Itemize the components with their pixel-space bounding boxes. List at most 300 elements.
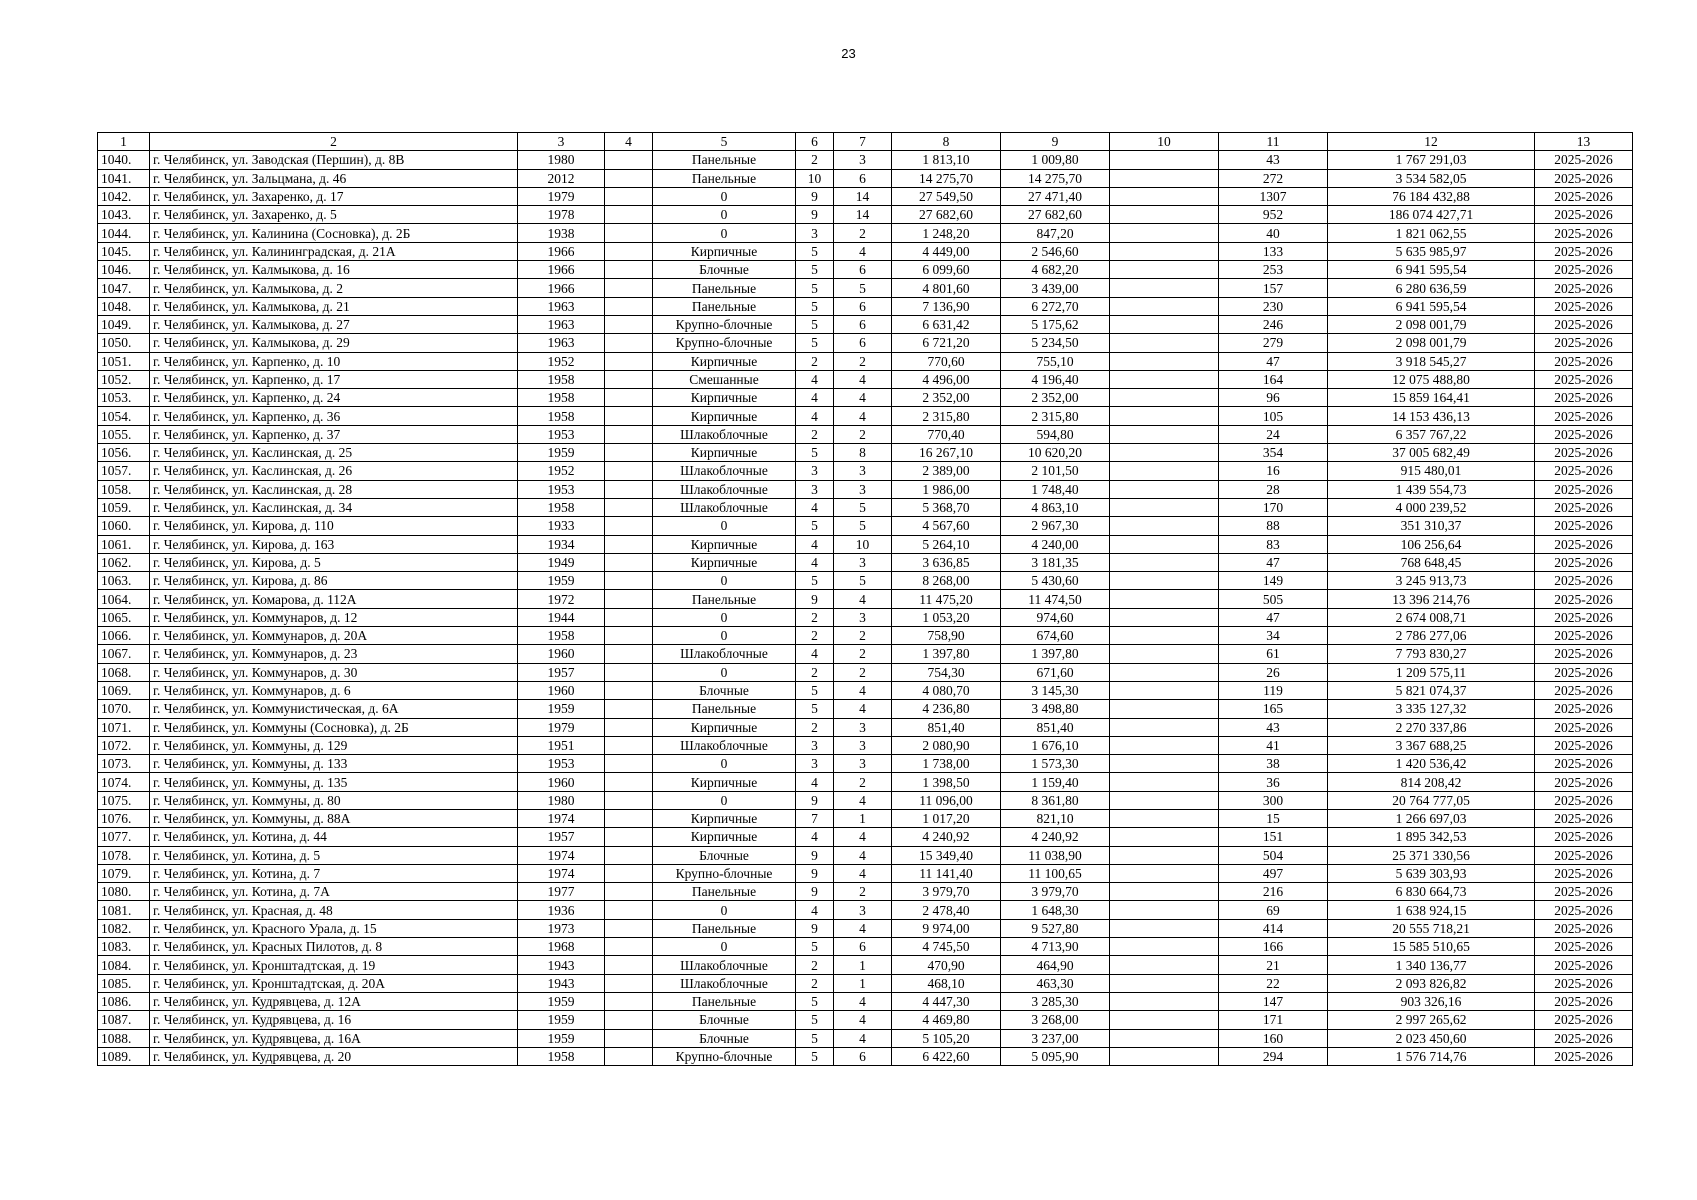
year-built-cell: 1972	[518, 590, 605, 608]
entrances-cell: 1	[834, 809, 892, 827]
residents-cell: 1307	[1219, 187, 1328, 205]
address-cell: г. Челябинск, ул. Каслинская, д. 34	[150, 498, 518, 516]
year-built-cell: 1933	[518, 517, 605, 535]
table-row	[98, 992, 1633, 1010]
floors-cell: 9	[796, 791, 834, 809]
residents-cell: 43	[1219, 718, 1328, 736]
cost-cell: 768 648,45	[1328, 553, 1535, 571]
address-cell: г. Челябинск, ул. Калмыкова, д. 21	[150, 297, 518, 315]
residents-cell: 16	[1219, 462, 1328, 480]
residents-cell: 505	[1219, 590, 1328, 608]
wall-material-cell: Панельные	[653, 919, 796, 937]
address-cell: г. Челябинск, ул. Коммуны, д. 80	[150, 791, 518, 809]
wall-material-cell: Шлакоблочные	[653, 736, 796, 754]
year-built-cell: 1953	[518, 755, 605, 773]
residential-area-cell: 851,40	[1001, 718, 1110, 736]
wall-material-cell: Шлакоблочные	[653, 645, 796, 663]
col-4-cell	[605, 919, 653, 937]
residents-cell: 69	[1219, 901, 1328, 919]
wall-material-cell: Панельные	[653, 700, 796, 718]
row-number-cell: 1077.	[98, 828, 150, 846]
year-built-cell: 1960	[518, 681, 605, 699]
total-area-cell: 5 105,20	[892, 1029, 1001, 1047]
total-area-cell: 754,30	[892, 663, 1001, 681]
col-10-cell	[1110, 700, 1219, 718]
residential-area-cell: 464,90	[1001, 956, 1110, 974]
residents-cell: 253	[1219, 261, 1328, 279]
cost-cell: 25 371 330,56	[1328, 846, 1535, 864]
year-built-cell: 1934	[518, 535, 605, 553]
col-4-cell	[605, 992, 653, 1010]
period-cell: 2025-2026	[1535, 169, 1633, 187]
residential-area-cell: 4 682,20	[1001, 261, 1110, 279]
year-built-cell: 1959	[518, 1029, 605, 1047]
period-cell: 2025-2026	[1535, 187, 1633, 205]
address-cell: г. Челябинск, ул. Карпенко, д. 36	[150, 407, 518, 425]
entrances-cell: 5	[834, 572, 892, 590]
entrances-cell: 3	[834, 151, 892, 169]
wall-material-cell: Шлакоблочные	[653, 462, 796, 480]
col-4-cell	[605, 334, 653, 352]
period-cell: 2025-2026	[1535, 883, 1633, 901]
col-10-cell	[1110, 498, 1219, 516]
residents-cell: 28	[1219, 480, 1328, 498]
cost-cell: 2 786 277,06	[1328, 627, 1535, 645]
row-number-cell: 1053.	[98, 389, 150, 407]
address-cell: г. Челябинск, ул. Кудрявцева, д. 16А	[150, 1029, 518, 1047]
col-10-cell	[1110, 974, 1219, 992]
table-row	[98, 828, 1633, 846]
col-4-cell	[605, 572, 653, 590]
period-cell: 2025-2026	[1535, 718, 1633, 736]
residents-cell: 133	[1219, 242, 1328, 260]
table-row	[98, 663, 1633, 681]
total-area-cell: 770,60	[892, 352, 1001, 370]
floors-cell: 2	[796, 608, 834, 626]
residential-area-cell: 4 196,40	[1001, 370, 1110, 388]
residents-cell: 279	[1219, 334, 1328, 352]
year-built-cell: 1966	[518, 279, 605, 297]
year-built-cell: 1959	[518, 444, 605, 462]
year-built-cell: 1963	[518, 297, 605, 315]
table-row	[98, 553, 1633, 571]
total-area-cell: 5 368,70	[892, 498, 1001, 516]
table-row	[98, 956, 1633, 974]
table-row	[98, 151, 1633, 169]
row-number-cell: 1057.	[98, 462, 150, 480]
address-cell: г. Челябинск, ул. Котина, д. 44	[150, 828, 518, 846]
residential-area-cell: 3 439,00	[1001, 279, 1110, 297]
col-4-cell	[605, 663, 653, 681]
address-cell: г. Челябинск, ул. Калмыкова, д. 16	[150, 261, 518, 279]
table-row	[98, 590, 1633, 608]
row-number-cell: 1055.	[98, 425, 150, 443]
floors-cell: 5	[796, 1011, 834, 1029]
floors-cell: 9	[796, 590, 834, 608]
col-4-cell	[605, 846, 653, 864]
address-cell: г. Челябинск, ул. Карпенко, д. 17	[150, 370, 518, 388]
period-cell: 2025-2026	[1535, 919, 1633, 937]
row-number-cell: 1051.	[98, 352, 150, 370]
floors-cell: 5	[796, 334, 834, 352]
col-4-cell	[605, 700, 653, 718]
col-10-cell	[1110, 1029, 1219, 1047]
column-header: 4	[605, 133, 653, 151]
col-4-cell	[605, 498, 653, 516]
wall-material-cell: Крупно-блочные	[653, 1047, 796, 1065]
year-built-cell: 1953	[518, 480, 605, 498]
total-area-cell: 27 682,60	[892, 206, 1001, 224]
period-cell: 2025-2026	[1535, 206, 1633, 224]
residential-area-cell: 3 498,80	[1001, 700, 1110, 718]
column-header: 6	[796, 133, 834, 151]
year-built-cell: 1944	[518, 608, 605, 626]
total-area-cell: 1 813,10	[892, 151, 1001, 169]
cost-cell: 2 674 008,71	[1328, 608, 1535, 626]
table-row	[98, 974, 1633, 992]
total-area-cell: 2 080,90	[892, 736, 1001, 754]
floors-cell: 4	[796, 828, 834, 846]
floors-cell: 9	[796, 864, 834, 882]
entrances-cell: 4	[834, 389, 892, 407]
address-cell: г. Челябинск, ул. Кирова, д. 110	[150, 517, 518, 535]
wall-material-cell: Кирпичные	[653, 352, 796, 370]
table-row	[98, 169, 1633, 187]
residential-area-cell: 3 181,35	[1001, 553, 1110, 571]
row-number-cell: 1084.	[98, 956, 150, 974]
wall-material-cell: Кирпичные	[653, 242, 796, 260]
residents-cell: 41	[1219, 736, 1328, 754]
col-10-cell	[1110, 718, 1219, 736]
row-number-cell: 1069.	[98, 681, 150, 699]
residential-area-cell: 3 237,00	[1001, 1029, 1110, 1047]
residential-area-cell: 1 159,40	[1001, 773, 1110, 791]
entrances-cell: 1	[834, 956, 892, 974]
cost-cell: 1 767 291,03	[1328, 151, 1535, 169]
row-number-cell: 1042.	[98, 187, 150, 205]
total-area-cell: 6 099,60	[892, 261, 1001, 279]
col-10-cell	[1110, 608, 1219, 626]
total-area-cell: 4 449,00	[892, 242, 1001, 260]
cost-cell: 6 830 664,73	[1328, 883, 1535, 901]
floors-cell: 4	[796, 370, 834, 388]
wall-material-cell: Кирпичные	[653, 773, 796, 791]
cost-cell: 3 534 582,05	[1328, 169, 1535, 187]
address-cell: г. Челябинск, ул. Котина, д. 5	[150, 846, 518, 864]
entrances-cell: 2	[834, 645, 892, 663]
col-10-cell	[1110, 334, 1219, 352]
residents-cell: 157	[1219, 279, 1328, 297]
address-cell: г. Челябинск, ул. Кудрявцева, д. 16	[150, 1011, 518, 1029]
year-built-cell: 1980	[518, 151, 605, 169]
total-area-cell: 14 275,70	[892, 169, 1001, 187]
floors-cell: 4	[796, 645, 834, 663]
entrances-cell: 4	[834, 407, 892, 425]
period-cell: 2025-2026	[1535, 681, 1633, 699]
cost-cell: 3 245 913,73	[1328, 572, 1535, 590]
entrances-cell: 5	[834, 498, 892, 516]
cost-cell: 4 000 239,52	[1328, 498, 1535, 516]
row-number-cell: 1045.	[98, 242, 150, 260]
column-number-row	[98, 133, 1633, 151]
cost-cell: 1 638 924,15	[1328, 901, 1535, 919]
col-4-cell	[605, 370, 653, 388]
year-built-cell: 1979	[518, 187, 605, 205]
row-number-cell: 1049.	[98, 315, 150, 333]
col-4-cell	[605, 1011, 653, 1029]
total-area-cell: 9 974,00	[892, 919, 1001, 937]
total-area-cell: 2 389,00	[892, 462, 1001, 480]
col-4-cell	[605, 444, 653, 462]
floors-cell: 5	[796, 444, 834, 462]
table-row	[98, 864, 1633, 882]
total-area-cell: 2 352,00	[892, 389, 1001, 407]
col-10-cell	[1110, 846, 1219, 864]
wall-material-cell: Кирпичные	[653, 718, 796, 736]
wall-material-cell: Шлакоблочные	[653, 425, 796, 443]
floors-cell: 5	[796, 279, 834, 297]
row-number-cell: 1043.	[98, 206, 150, 224]
col-4-cell	[605, 681, 653, 699]
row-number-cell: 1044.	[98, 224, 150, 242]
residents-cell: 83	[1219, 535, 1328, 553]
year-built-cell: 1958	[518, 627, 605, 645]
wall-material-cell: 0	[653, 572, 796, 590]
row-number-cell: 1058.	[98, 480, 150, 498]
wall-material-cell: 0	[653, 608, 796, 626]
entrances-cell: 6	[834, 938, 892, 956]
col-10-cell	[1110, 151, 1219, 169]
year-built-cell: 1974	[518, 864, 605, 882]
wall-material-cell: Крупно-блочные	[653, 334, 796, 352]
col-4-cell	[605, 773, 653, 791]
total-area-cell: 4 080,70	[892, 681, 1001, 699]
col-10-cell	[1110, 663, 1219, 681]
residential-area-cell: 463,30	[1001, 974, 1110, 992]
residential-area-cell: 27 682,60	[1001, 206, 1110, 224]
residential-area-cell: 4 240,92	[1001, 828, 1110, 846]
period-cell: 2025-2026	[1535, 846, 1633, 864]
address-cell: г. Челябинск, ул. Красных Пилотов, д. 8	[150, 938, 518, 956]
residents-cell: 26	[1219, 663, 1328, 681]
col-10-cell	[1110, 736, 1219, 754]
table-row	[98, 242, 1633, 260]
table-row	[98, 700, 1633, 718]
entrances-cell: 2	[834, 773, 892, 791]
table-row	[98, 627, 1633, 645]
wall-material-cell: Блочные	[653, 1029, 796, 1047]
residents-cell: 952	[1219, 206, 1328, 224]
entrances-cell: 2	[834, 627, 892, 645]
residents-cell: 160	[1219, 1029, 1328, 1047]
residential-area-cell: 2 315,80	[1001, 407, 1110, 425]
col-10-cell	[1110, 1011, 1219, 1029]
residents-cell: 414	[1219, 919, 1328, 937]
entrances-cell: 14	[834, 206, 892, 224]
cost-cell: 2 997 265,62	[1328, 1011, 1535, 1029]
table-row	[98, 791, 1633, 809]
entrances-cell: 3	[834, 608, 892, 626]
residents-cell: 40	[1219, 224, 1328, 242]
address-cell: г. Челябинск, ул. Карпенко, д. 10	[150, 352, 518, 370]
table-row	[98, 883, 1633, 901]
total-area-cell: 1 398,50	[892, 773, 1001, 791]
entrances-cell: 4	[834, 828, 892, 846]
col-10-cell	[1110, 809, 1219, 827]
cost-cell: 14 153 436,13	[1328, 407, 1535, 425]
residential-area-cell: 847,20	[1001, 224, 1110, 242]
wall-material-cell: Панельные	[653, 297, 796, 315]
entrances-cell: 4	[834, 700, 892, 718]
col-4-cell	[605, 627, 653, 645]
year-built-cell: 1938	[518, 224, 605, 242]
entrances-cell: 4	[834, 992, 892, 1010]
residents-cell: 504	[1219, 846, 1328, 864]
wall-material-cell: Панельные	[653, 992, 796, 1010]
period-cell: 2025-2026	[1535, 297, 1633, 315]
table-row	[98, 444, 1633, 462]
year-built-cell: 1959	[518, 992, 605, 1010]
residential-area-cell: 671,60	[1001, 663, 1110, 681]
wall-material-cell: Шлакоблочные	[653, 956, 796, 974]
floors-cell: 7	[796, 809, 834, 827]
cost-cell: 1 266 697,03	[1328, 809, 1535, 827]
address-cell: г. Челябинск, ул. Красная, д. 48	[150, 901, 518, 919]
entrances-cell: 4	[834, 370, 892, 388]
address-cell: г. Челябинск, ул. Коммунаров, д. 30	[150, 663, 518, 681]
table-row	[98, 645, 1633, 663]
col-10-cell	[1110, 462, 1219, 480]
entrances-cell: 6	[834, 334, 892, 352]
address-cell: г. Челябинск, ул. Коммуны, д. 133	[150, 755, 518, 773]
entrances-cell: 4	[834, 791, 892, 809]
col-10-cell	[1110, 224, 1219, 242]
wall-material-cell: Кирпичные	[653, 444, 796, 462]
cost-cell: 5 821 074,37	[1328, 681, 1535, 699]
entrances-cell: 4	[834, 590, 892, 608]
wall-material-cell: Крупно-блочные	[653, 315, 796, 333]
total-area-cell: 3 979,70	[892, 883, 1001, 901]
table-row	[98, 352, 1633, 370]
housing-register-table	[97, 132, 1633, 1066]
total-area-cell: 758,90	[892, 627, 1001, 645]
table-row	[98, 297, 1633, 315]
cost-cell: 12 075 488,80	[1328, 370, 1535, 388]
table-row	[98, 224, 1633, 242]
col-10-cell	[1110, 425, 1219, 443]
entrances-cell: 4	[834, 681, 892, 699]
col-10-cell	[1110, 627, 1219, 645]
col-10-cell	[1110, 553, 1219, 571]
col-10-cell	[1110, 883, 1219, 901]
col-10-cell	[1110, 956, 1219, 974]
period-cell: 2025-2026	[1535, 462, 1633, 480]
period-cell: 2025-2026	[1535, 370, 1633, 388]
residents-cell: 230	[1219, 297, 1328, 315]
residents-cell: 105	[1219, 407, 1328, 425]
entrances-cell: 3	[834, 718, 892, 736]
year-built-cell: 1974	[518, 846, 605, 864]
entrances-cell: 3	[834, 480, 892, 498]
year-built-cell: 1958	[518, 370, 605, 388]
floors-cell: 4	[796, 553, 834, 571]
cost-cell: 1 209 575,11	[1328, 663, 1535, 681]
residential-area-cell: 5 430,60	[1001, 572, 1110, 590]
period-cell: 2025-2026	[1535, 663, 1633, 681]
row-number-cell: 1059.	[98, 498, 150, 516]
period-cell: 2025-2026	[1535, 590, 1633, 608]
col-4-cell	[605, 480, 653, 498]
address-cell: г. Челябинск, ул. Карпенко, д. 24	[150, 389, 518, 407]
row-number-cell: 1089.	[98, 1047, 150, 1065]
cost-cell: 351 310,37	[1328, 517, 1535, 535]
col-10-cell	[1110, 828, 1219, 846]
total-area-cell: 470,90	[892, 956, 1001, 974]
total-area-cell: 1 397,80	[892, 645, 1001, 663]
residents-cell: 216	[1219, 883, 1328, 901]
wall-material-cell: Кирпичные	[653, 809, 796, 827]
table-row	[98, 919, 1633, 937]
table-row	[98, 462, 1633, 480]
col-10-cell	[1110, 297, 1219, 315]
col-4-cell	[605, 242, 653, 260]
residents-cell: 165	[1219, 700, 1328, 718]
year-built-cell: 1980	[518, 791, 605, 809]
wall-material-cell: Панельные	[653, 279, 796, 297]
col-4-cell	[605, 608, 653, 626]
cost-cell: 6 280 636,59	[1328, 279, 1535, 297]
table-row	[98, 846, 1633, 864]
floors-cell: 9	[796, 919, 834, 937]
entrances-cell: 4	[834, 919, 892, 937]
table-row	[98, 261, 1633, 279]
col-10-cell	[1110, 919, 1219, 937]
floors-cell: 5	[796, 261, 834, 279]
row-number-cell: 1088.	[98, 1029, 150, 1047]
address-cell: г. Челябинск, ул. Кирова, д. 86	[150, 572, 518, 590]
entrances-cell: 3	[834, 553, 892, 571]
period-cell: 2025-2026	[1535, 773, 1633, 791]
row-number-cell: 1040.	[98, 151, 150, 169]
address-cell: г. Челябинск, ул. Каслинская, д. 28	[150, 480, 518, 498]
floors-cell: 5	[796, 938, 834, 956]
table-row	[98, 572, 1633, 590]
residential-area-cell: 27 471,40	[1001, 187, 1110, 205]
period-cell: 2025-2026	[1535, 974, 1633, 992]
total-area-cell: 11 096,00	[892, 791, 1001, 809]
cost-cell: 1 895 342,53	[1328, 828, 1535, 846]
entrances-cell: 5	[834, 517, 892, 535]
table-row	[98, 901, 1633, 919]
row-number-cell: 1048.	[98, 297, 150, 315]
col-4-cell	[605, 791, 653, 809]
floors-cell: 3	[796, 480, 834, 498]
entrances-cell: 4	[834, 1011, 892, 1029]
residential-area-cell: 9 527,80	[1001, 919, 1110, 937]
col-4-cell	[605, 462, 653, 480]
period-cell: 2025-2026	[1535, 224, 1633, 242]
col-10-cell	[1110, 352, 1219, 370]
floors-cell: 4	[796, 389, 834, 407]
entrances-cell: 4	[834, 846, 892, 864]
row-number-cell: 1086.	[98, 992, 150, 1010]
year-built-cell: 1978	[518, 206, 605, 224]
address-cell: г. Челябинск, ул. Заводская (Першин), д. 8В	[150, 151, 518, 169]
floors-cell: 4	[796, 407, 834, 425]
period-cell: 2025-2026	[1535, 645, 1633, 663]
wall-material-cell: Шлакоблочные	[653, 498, 796, 516]
floors-cell: 3	[796, 736, 834, 754]
